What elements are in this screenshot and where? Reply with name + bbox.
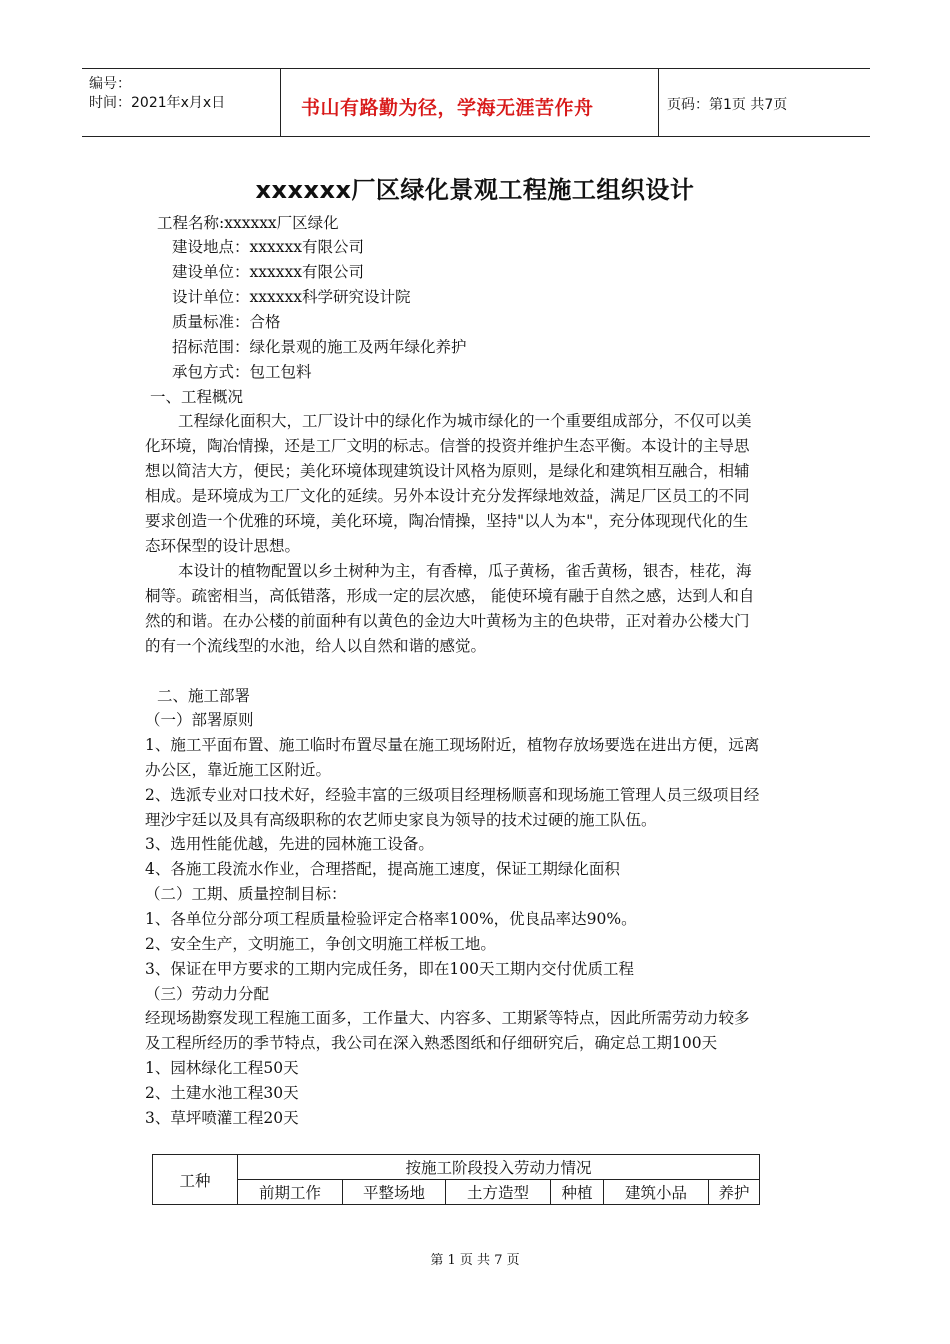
motto: 书山有路勤为径，学海无涯苦作舟 — [301, 97, 594, 119]
page-label: 页码：第1页 共7页 — [667, 97, 788, 113]
paragraph-line: 相成。是环境成为工厂文化的延续。另外本设计充分发挥绿地效益，满足厂区员工的不同 — [145, 487, 750, 505]
paragraph-line: 3、选用性能优越，先进的园林施工设备。 — [145, 835, 434, 853]
header-page-cell — [659, 69, 870, 136]
table-group-header: 按施工阶段投入劳动力情况 — [238, 1155, 760, 1180]
table-column-header: 建筑小品 — [604, 1180, 709, 1205]
info-line: 建设地点：xxxxxx有限公司 — [172, 238, 364, 256]
paragraph-line: 本设计的植物配置以乡土树种为主，有香樟，瓜子黄杨，雀舌黄杨，银杏，桂花，海 — [178, 562, 752, 580]
paragraph-line: 想以简洁大方，便民；美化环境体现建筑设计风格为原则，是绿化和建筑相互融合，相辅 — [145, 462, 750, 480]
table-column-header: 土方造型 — [446, 1180, 551, 1205]
table-column-header: 种植 — [551, 1180, 604, 1205]
header-motto-cell — [281, 69, 659, 136]
paragraph-line: 态环保型的设计思想。 — [145, 537, 301, 555]
number-label: 编号： — [89, 76, 131, 92]
paragraph-line: 3、草坪喷灌工程20天 — [145, 1109, 299, 1127]
paragraph-line: 桐等。疏密相当，高低错落，形成一定的层次感， 能使环境有融于自然之感，达到人和自 — [145, 587, 755, 605]
header-meta — [82, 69, 281, 136]
page-footer: 第 1 页 共 7 页 — [430, 1253, 520, 1268]
table-column-header: 养护 — [709, 1180, 760, 1205]
paragraph-line: 化环境，陶冶情操，还是工厂文明的标志。信誉的投资并维护生态平衡。本设计的主导思 — [145, 437, 750, 455]
table-column-header: 平整场地 — [343, 1180, 446, 1205]
labor-table — [152, 1154, 760, 1205]
info-line: 设计单位：xxxxxx科学研究设计院 — [172, 288, 411, 306]
paragraph-line: 办公区，靠近施工区附近。 — [145, 761, 332, 779]
subsection-heading: （二）工期、质量控制目标： — [145, 885, 347, 903]
paragraph-line: 1、各单位分部分项工程质量检验评定合格率100%，优良品率达90%。 — [145, 910, 637, 928]
info-line: 招标范围：绿化景观的施工及两年绿化养护 — [172, 338, 467, 356]
section-heading: 二、施工部署 — [157, 687, 251, 705]
document-title: xxxxxx厂区绿化景观工程施工组织设计 — [255, 176, 695, 204]
paragraph-line: 2、安全生产，文明施工，争创文明施工样板工地。 — [145, 935, 496, 953]
info-line: 建设单位：xxxxxx有限公司 — [172, 263, 364, 281]
table-row-header: 工种 — [153, 1155, 238, 1205]
paragraph-line: 3、保证在甲方要求的工期内完成任务，即在100天工期内交付优质工程 — [145, 960, 634, 978]
paragraph-line: 要求创造一个优雅的环境，美化环境，陶冶情操，坚持"以人为本"，充分体现现代化的生 — [145, 512, 749, 530]
paragraph-line: 及工程所经历的季节特点，我公司在深入熟悉图纸和仔细研究后，确定总工期100天 — [145, 1034, 718, 1052]
paragraph-line: 1、施工平面布置、施工临时布置尽量在施工现场附近，植物存放场要选在进出方便，远离 — [145, 736, 760, 754]
table-column-header: 前期工作 — [238, 1180, 343, 1205]
info-line: 承包方式：包工包料 — [172, 363, 312, 381]
paragraph-line: 的有一个流线型的水池，给人以自然和谐的感觉。 — [145, 637, 487, 655]
paragraph-line: 2、土建水池工程30天 — [145, 1084, 299, 1102]
paragraph-line: 理沙宇廷以及具有高级职称的农艺师史家良为领导的技术过硬的施工队伍。 — [145, 811, 657, 829]
info-line: 质量标准：合格 — [172, 313, 281, 331]
paragraph-line: 4、各施工段流水作业，合理搭配，提高施工速度，保证工期绿化面积 — [145, 860, 620, 878]
date-label: 时间：2021年x月x日 — [89, 95, 226, 111]
section-heading: 一、工程概况 — [150, 388, 244, 406]
paragraph-line: 工程绿化面积大，工厂设计中的绿化作为城市绿化的一个重要组成部分，不仅可以美 — [178, 412, 752, 430]
info-line: 工程名称:xxxxxx厂区绿化 — [157, 214, 339, 232]
document-header — [82, 68, 870, 137]
paragraph-line: 然的和谐。在办公楼的前面种有以黄色的金边大叶黄杨为主的色块带，正对着办公楼大门 — [145, 612, 750, 630]
subsection-heading: （三）劳动力分配 — [145, 985, 270, 1003]
paragraph-line: 1、园林绿化工程50天 — [145, 1059, 299, 1077]
paragraph-line: 经现场勘察发现工程施工面多，工作量大、内容多、工期紧等特点，因此所需劳动力较多 — [145, 1009, 750, 1027]
subsection-heading: （一）部署原则 — [145, 711, 254, 729]
paragraph-line: 2、选派专业对口技术好，经验丰富的三级项目经理杨顺喜和现场施工管理人员三级项目经 — [145, 786, 760, 804]
